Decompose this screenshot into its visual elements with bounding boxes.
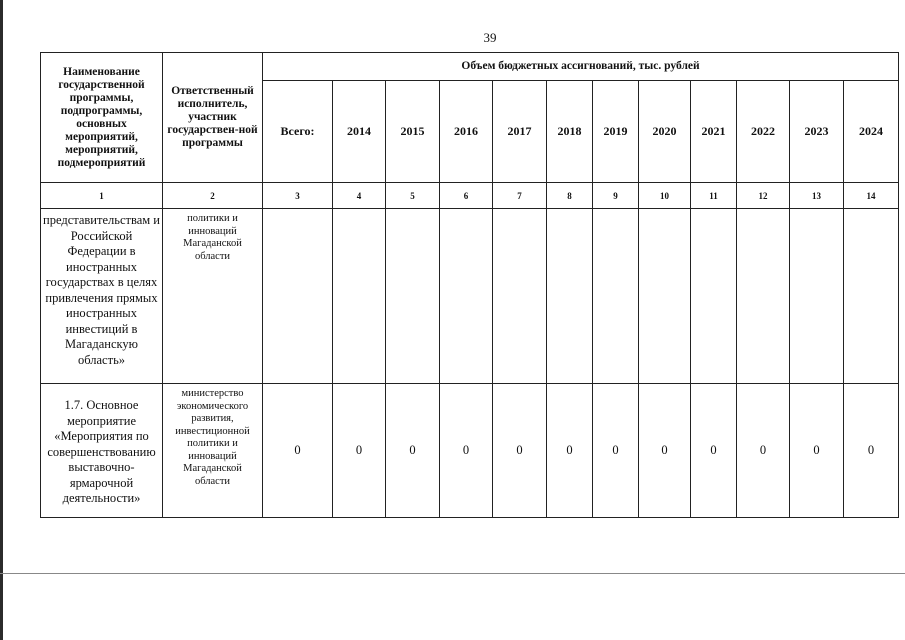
row-value [386,209,440,384]
scan-left-edge [0,0,3,640]
header-total: Всего: [263,81,333,183]
row-value [440,209,493,384]
budget-table [40,52,899,518]
row-value: 0 [386,384,440,518]
column-number: 2 [163,183,263,209]
row-name: представительствам и Российской Федерации в иностранных государствах в целях привлечения прямых иностранных инвестиций в Магаданскую область» [41,209,163,384]
row-value: 0 [593,384,639,518]
page-rule [0,573,905,574]
row-value [547,209,593,384]
header-year: 2020 [639,81,691,183]
header-name: Наименование государственной программы, подпрограммы, основных мероприятий, мероприятий, подмероприятий [41,53,163,183]
header-year: 2017 [493,81,547,183]
row-value: 0 [691,384,737,518]
header-year: 2024 [844,81,899,183]
row-name: 1.7. Основное мероприятие «Мероприятия по совершенствованию выставочно-ярмарочной деятельности» [41,384,163,518]
row-value: 0 [844,384,899,518]
row-value: 0 [440,384,493,518]
row-value [263,209,333,384]
header-year: 2023 [790,81,844,183]
column-number: 3 [263,183,333,209]
header-year: 2014 [333,81,386,183]
row-value [691,209,737,384]
column-number: 9 [593,183,639,209]
row-value: 0 [790,384,844,518]
row-value [593,209,639,384]
row-value: 0 [737,384,790,518]
header-row-top [41,53,899,81]
header-year: 2018 [547,81,593,183]
column-number: 8 [547,183,593,209]
row-value [493,209,547,384]
header-budget: Объем бюджетных ассигнований, тыс. рублей [263,53,899,81]
row-value [737,209,790,384]
header-year: 2022 [737,81,790,183]
row-value: 0 [493,384,547,518]
row-value [844,209,899,384]
column-number: 10 [639,183,691,209]
row-value [333,209,386,384]
table-row [41,209,899,384]
column-number: 1 [41,183,163,209]
column-number: 13 [790,183,844,209]
header-executor: Ответственный исполнитель, участник государствен-ной программы [163,53,263,183]
row-value [790,209,844,384]
page-number: 39 [483,30,497,45]
row-value: 0 [639,384,691,518]
column-number: 7 [493,183,547,209]
column-number: 6 [440,183,493,209]
row-value: 0 [547,384,593,518]
column-number: 14 [844,183,899,209]
header-year: 2021 [691,81,737,183]
column-number: 4 [333,183,386,209]
row-value: 0 [333,384,386,518]
column-number: 5 [386,183,440,209]
row-value: 0 [263,384,333,518]
column-number: 12 [737,183,790,209]
row-executor: министерство экономического развития, инвестиционной политики и инноваций Магаданской области [163,384,263,518]
table-row [41,384,899,518]
row-value [639,209,691,384]
column-number-row [41,183,899,209]
header-year: 2016 [440,81,493,183]
header-year: 2019 [593,81,639,183]
header-year: 2015 [386,81,440,183]
row-executor: политики и инноваций Магаданской области [163,209,263,384]
column-number: 11 [691,183,737,209]
